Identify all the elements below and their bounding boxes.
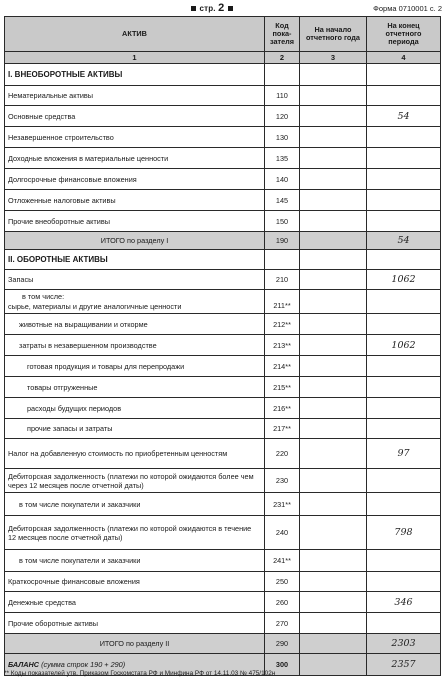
- row-end-value[interactable]: [367, 419, 441, 439]
- row-code: 140: [265, 169, 300, 190]
- in-that-number-label: в том числе:: [22, 291, 65, 301]
- row-code: 213**: [265, 335, 300, 356]
- col-num-4: 4: [367, 52, 441, 64]
- row-code: 145: [265, 190, 300, 211]
- row-start-value[interactable]: [300, 377, 367, 398]
- row-code: 270: [265, 613, 300, 634]
- row-code: 260: [265, 592, 300, 613]
- row-start-value[interactable]: [300, 516, 367, 550]
- table-row: [5, 127, 441, 148]
- table-row: [5, 439, 441, 469]
- row-label: Доходные вложения в материальные ценности: [5, 148, 265, 169]
- row-label: Отложенные налоговые активы: [5, 190, 265, 211]
- section-1-total-row: [5, 232, 441, 250]
- row-end-value[interactable]: [367, 148, 441, 169]
- table-row: [5, 106, 441, 127]
- table-row: [5, 613, 441, 634]
- col-num-3: 3: [300, 52, 367, 64]
- row-start-value[interactable]: [300, 469, 367, 493]
- table-row: [5, 493, 441, 516]
- row-end-value[interactable]: 2303: [367, 634, 441, 654]
- row-start-value[interactable]: [300, 493, 367, 516]
- table-row: [5, 550, 441, 572]
- col-end-header: На конец отчетного периода: [367, 17, 441, 52]
- footnote: ** Коды показателей утв. Приказом Госкомстата РФ и Минфина РФ от 14.11.03 № 475/102н: [4, 670, 276, 677]
- row-label: животные на выращивании и откорме: [5, 314, 265, 335]
- row-end-value[interactable]: [367, 169, 441, 190]
- table-row: [5, 516, 441, 550]
- col-num-1: 1: [5, 52, 265, 64]
- row-start-value[interactable]: [300, 290, 367, 314]
- row-label: Долгосрочные финансовые вложения: [5, 169, 265, 190]
- row-label: в том числе покупатели и заказчики: [5, 550, 265, 572]
- row-code: 241**: [265, 550, 300, 572]
- row-code: 240: [265, 516, 300, 550]
- table-row: [5, 572, 441, 592]
- row-start-value[interactable]: [300, 190, 367, 211]
- row-end-value[interactable]: [367, 314, 441, 335]
- row-start-value[interactable]: [300, 148, 367, 169]
- table-row: [5, 290, 441, 314]
- row-label: Краткосрочные финансовые вложения: [5, 572, 265, 592]
- row-end-value[interactable]: [367, 469, 441, 493]
- table-row: [5, 356, 441, 377]
- row-code: 135: [265, 148, 300, 169]
- row-code: 231**: [265, 493, 300, 516]
- row-start-value[interactable]: [300, 550, 367, 572]
- row-label: расходы будущих периодов: [5, 398, 265, 419]
- row-end-value[interactable]: 1062: [367, 335, 441, 356]
- row-start-value[interactable]: [300, 613, 367, 634]
- col-aktiv-header: АКТИВ: [5, 17, 265, 52]
- row-code: 220: [265, 439, 300, 469]
- row-code: 211**: [265, 290, 300, 314]
- table-row: [5, 190, 441, 211]
- row-end-value[interactable]: [367, 572, 441, 592]
- row-start-value[interactable]: [300, 106, 367, 127]
- row-label: в том числе покупатели и заказчики: [5, 493, 265, 516]
- row-label: Основные средства: [5, 106, 265, 127]
- row-end-value[interactable]: [367, 493, 441, 516]
- row-code: 120: [265, 106, 300, 127]
- row-end-value[interactable]: [367, 127, 441, 148]
- row-label: [5, 290, 265, 314]
- row-label: ИТОГО по разделу I: [5, 232, 265, 250]
- row-start-value[interactable]: [300, 127, 367, 148]
- row-code: 216**: [265, 398, 300, 419]
- row-start-value[interactable]: [300, 572, 367, 592]
- table-row: [5, 211, 441, 232]
- col-num-2: 2: [265, 52, 300, 64]
- col-code-header: Код пока-зателя: [265, 17, 300, 52]
- row-end-value[interactable]: [367, 86, 441, 106]
- row-code: 210: [265, 270, 300, 290]
- page-marker-prefix: стр.: [199, 4, 216, 13]
- row-label: Налог на добавленную стоимость по приобретенным ценностям: [5, 439, 265, 469]
- section-2-title: II. ОБОРОТНЫЕ АКТИВЫ: [5, 250, 265, 270]
- table-row: [5, 469, 441, 493]
- row-end-value[interactable]: [367, 290, 441, 314]
- row-code: 215**: [265, 377, 300, 398]
- col-start-header: На начало отчетного года: [300, 17, 367, 52]
- row-code: 150: [265, 211, 300, 232]
- marker-square-icon: [228, 6, 233, 11]
- row-code: 300: [265, 654, 300, 676]
- balance-formula: (сумма строк 190 + 290): [39, 660, 126, 669]
- row-start-value[interactable]: [300, 419, 367, 439]
- row-end-value[interactable]: 798: [367, 516, 441, 550]
- row-start-value[interactable]: [300, 86, 367, 106]
- table-row: [5, 377, 441, 398]
- table-row: [5, 335, 441, 356]
- section-1-title: I. ВНЕОБОРОТНЫЕ АКТИВЫ: [5, 64, 265, 86]
- row-label: ИТОГО по разделу II: [5, 634, 265, 654]
- row-start-value[interactable]: [300, 335, 367, 356]
- section-2-total-row: [5, 634, 441, 654]
- table-row: [5, 148, 441, 169]
- row-code: 190: [265, 232, 300, 250]
- row-code: 130: [265, 127, 300, 148]
- row-end-value[interactable]: 2357: [367, 654, 441, 676]
- row-start-value[interactable]: [300, 398, 367, 419]
- header-row: [5, 17, 441, 52]
- page-number: 2: [218, 2, 225, 14]
- row-end-value[interactable]: 346: [367, 592, 441, 613]
- table-row: [5, 169, 441, 190]
- row-label: Незавершенное строительство: [5, 127, 265, 148]
- row-label: затраты в незавершенном производстве: [5, 335, 265, 356]
- balance-label: БАЛАНС: [8, 660, 40, 669]
- row-start-value[interactable]: [300, 356, 367, 377]
- row-label: Дебиторская задолженность (платежи по которой ожидаются в течение 12 месяцев после отчетной даты): [5, 516, 265, 550]
- row-start-value[interactable]: [300, 270, 367, 290]
- table-row: [5, 398, 441, 419]
- row-start-value[interactable]: [300, 439, 367, 469]
- table-row: [5, 86, 441, 106]
- table-row: [5, 314, 441, 335]
- row-end-value[interactable]: [367, 190, 441, 211]
- row-end-value[interactable]: [367, 211, 441, 232]
- row-end-value[interactable]: 54: [367, 106, 441, 127]
- row-label: прочие запасы и затраты: [5, 419, 265, 439]
- row-code: 250: [265, 572, 300, 592]
- row-label: Запасы: [5, 270, 265, 290]
- row-code: 217**: [265, 419, 300, 439]
- row-label: товары отгруженные: [5, 377, 265, 398]
- row-end-value[interactable]: 97: [367, 439, 441, 469]
- row-end-value[interactable]: 54: [367, 232, 441, 250]
- row-end-value[interactable]: [367, 613, 441, 634]
- row-code: 212**: [265, 314, 300, 335]
- section-title-row: [5, 64, 441, 86]
- marker-square-icon: [191, 6, 196, 11]
- row-start-value[interactable]: [300, 232, 367, 250]
- row-start-value[interactable]: [300, 654, 367, 676]
- row-code: 290: [265, 634, 300, 654]
- row-code: 214**: [265, 356, 300, 377]
- form-id: Форма 0710001 с. 2: [373, 4, 442, 13]
- row-code: 230: [265, 469, 300, 493]
- row-end-value[interactable]: [367, 377, 441, 398]
- table-row: [5, 270, 441, 290]
- table-row: [5, 419, 441, 439]
- table-row: [5, 592, 441, 613]
- column-number-row: [5, 52, 441, 64]
- row-start-value[interactable]: [300, 314, 367, 335]
- row-start-value[interactable]: [300, 592, 367, 613]
- row-label: Прочие внеоборотные активы: [5, 211, 265, 232]
- section-title-row: [5, 250, 441, 270]
- row-label: Денежные средства: [5, 592, 265, 613]
- balance-sheet-table: [4, 16, 441, 676]
- row-label: Дебиторская задолженность (платежи по которой ожидаются более чем через 12 месяцев после отчетной даты): [5, 469, 265, 493]
- row-label: Нематериальные активы: [5, 86, 265, 106]
- row-label: готовая продукция и товары для перепродажи: [5, 356, 265, 377]
- row-start-value[interactable]: [300, 211, 367, 232]
- row-end-value[interactable]: [367, 398, 441, 419]
- row-end-value[interactable]: 1062: [367, 270, 441, 290]
- row-end-value[interactable]: [367, 356, 441, 377]
- raw-materials-label: сырье, материалы и другие аналогичные ценности: [8, 301, 182, 311]
- row-start-value[interactable]: [300, 634, 367, 654]
- row-end-value[interactable]: [367, 550, 441, 572]
- row-label: Прочие оборотные активы: [5, 613, 265, 634]
- row-start-value[interactable]: [300, 169, 367, 190]
- page-marker: [190, 2, 234, 14]
- row-code: 110: [265, 86, 300, 106]
